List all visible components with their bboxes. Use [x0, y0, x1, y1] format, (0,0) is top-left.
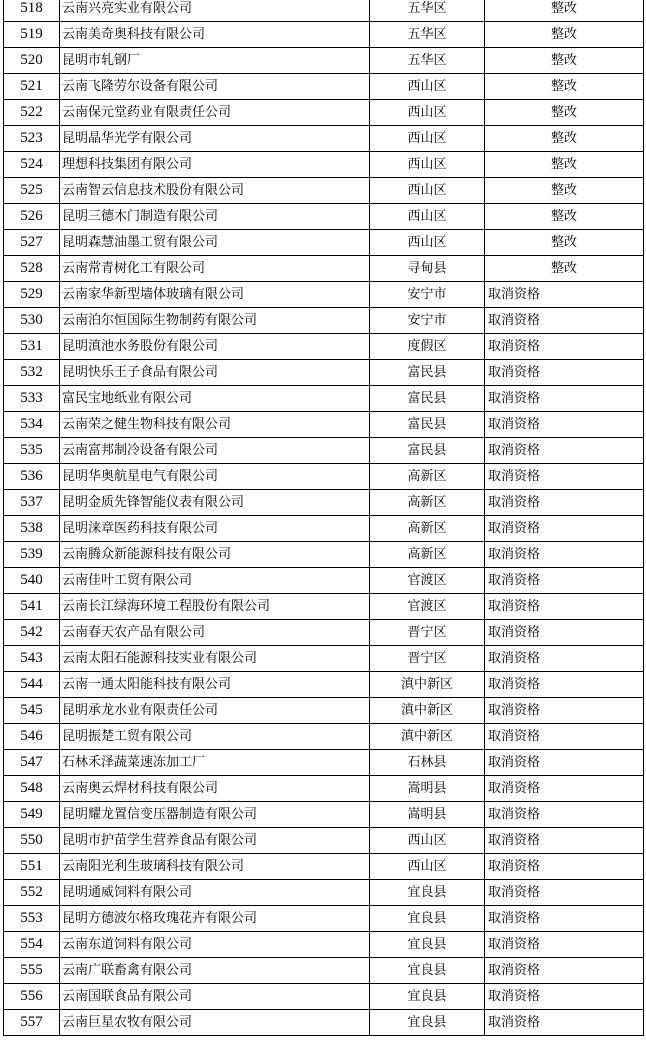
row-number-cell: 557 — [4, 1010, 60, 1036]
row-number-cell: 555 — [4, 958, 60, 984]
table-row — [4, 360, 644, 386]
row-number-cell: 551 — [4, 854, 60, 880]
row-number-cell: 523 — [4, 126, 60, 152]
table-row — [4, 828, 644, 854]
row-number-cell: 536 — [4, 464, 60, 490]
district-cell: 晋宁区 — [370, 646, 485, 672]
district-cell: 西山区 — [370, 100, 485, 126]
company-name-cell: 昆明承龙水业有限责任公司 — [60, 698, 370, 724]
row-number-cell: 541 — [4, 594, 60, 620]
company-name-cell: 昆明耀龙置信变压器制造有限公司 — [60, 802, 370, 828]
result-cell: 取消资格 — [485, 672, 644, 698]
district-cell: 西山区 — [370, 854, 485, 880]
table-row — [4, 74, 644, 100]
company-name-cell: 云南兴亮实业有限公司 — [60, 0, 370, 22]
result-cell: 整改 — [485, 100, 644, 126]
district-cell: 官渡区 — [370, 568, 485, 594]
district-cell: 官渡区 — [370, 594, 485, 620]
result-cell: 取消资格 — [485, 282, 644, 308]
district-cell: 西山区 — [370, 828, 485, 854]
table-row — [4, 906, 644, 932]
district-cell: 滇中新区 — [370, 672, 485, 698]
result-cell: 取消资格 — [485, 750, 644, 776]
company-name-cell: 云南飞隆劳尔设备有限公司 — [60, 74, 370, 100]
company-name-cell: 昆明金质先锋智能仪表有限公司 — [60, 490, 370, 516]
result-cell: 取消资格 — [485, 958, 644, 984]
district-cell: 五华区 — [370, 0, 485, 22]
district-cell: 宜良县 — [370, 984, 485, 1010]
result-cell: 取消资格 — [485, 516, 644, 542]
table-row — [4, 256, 644, 282]
row-number-cell: 534 — [4, 412, 60, 438]
company-name-cell: 云南常青树化工有限公司 — [60, 256, 370, 282]
district-cell: 高新区 — [370, 490, 485, 516]
enterprise-list-table — [3, 0, 644, 1036]
result-cell: 取消资格 — [485, 880, 644, 906]
table-row — [4, 178, 644, 204]
company-name-cell: 云南太阳石能源科技实业有限公司 — [60, 646, 370, 672]
company-name-cell: 云南腾众新能源科技有限公司 — [60, 542, 370, 568]
row-number-cell: 556 — [4, 984, 60, 1010]
table-row — [4, 0, 644, 22]
row-number-cell: 554 — [4, 932, 60, 958]
result-cell: 取消资格 — [485, 360, 644, 386]
result-cell: 取消资格 — [485, 464, 644, 490]
result-cell: 取消资格 — [485, 1010, 644, 1036]
table-row — [4, 802, 644, 828]
result-cell: 整改 — [485, 48, 644, 74]
district-cell: 高新区 — [370, 542, 485, 568]
district-cell: 五华区 — [370, 22, 485, 48]
table-row — [4, 22, 644, 48]
row-number-cell: 539 — [4, 542, 60, 568]
district-cell: 富民县 — [370, 386, 485, 412]
table-row — [4, 230, 644, 256]
result-cell: 整改 — [485, 74, 644, 100]
district-cell: 西山区 — [370, 204, 485, 230]
district-cell: 宜良县 — [370, 906, 485, 932]
district-cell: 宜良县 — [370, 880, 485, 906]
table-row — [4, 698, 644, 724]
result-cell: 整改 — [485, 204, 644, 230]
table-row — [4, 750, 644, 776]
row-number-cell: 525 — [4, 178, 60, 204]
row-number-cell: 530 — [4, 308, 60, 334]
row-number-cell: 544 — [4, 672, 60, 698]
company-name-cell: 云南东道饲料有限公司 — [60, 932, 370, 958]
company-name-cell: 云南长江绿海环境工程股份有限公司 — [60, 594, 370, 620]
table-row — [4, 152, 644, 178]
result-cell: 取消资格 — [485, 568, 644, 594]
row-number-cell: 522 — [4, 100, 60, 126]
company-name-cell: 云南奥云焊材科技有限公司 — [60, 776, 370, 802]
district-cell: 宜良县 — [370, 958, 485, 984]
row-number-cell: 550 — [4, 828, 60, 854]
district-cell: 晋宁区 — [370, 620, 485, 646]
company-name-cell: 昆明森慧油墨工贸有限公司 — [60, 230, 370, 256]
company-name-cell: 云南泊尔恒国际生物制药有限公司 — [60, 308, 370, 334]
table-row — [4, 48, 644, 74]
table-row — [4, 568, 644, 594]
company-name-cell: 富民宝地纸业有限公司 — [60, 386, 370, 412]
result-cell: 取消资格 — [485, 828, 644, 854]
table-row — [4, 386, 644, 412]
district-cell: 宜良县 — [370, 1010, 485, 1036]
result-cell: 取消资格 — [485, 802, 644, 828]
company-name-cell: 昆明华奥航星电气有限公司 — [60, 464, 370, 490]
table-row — [4, 438, 644, 464]
table-row — [4, 412, 644, 438]
company-name-cell: 昆明晶华光学有限公司 — [60, 126, 370, 152]
row-number-cell: 540 — [4, 568, 60, 594]
company-name-cell: 云南美奇奥科技有限公司 — [60, 22, 370, 48]
result-cell: 取消资格 — [485, 984, 644, 1010]
company-name-cell: 云南广联畜禽有限公司 — [60, 958, 370, 984]
table-row — [4, 542, 644, 568]
table-body — [4, 0, 644, 1036]
table-row — [4, 334, 644, 360]
company-name-cell: 昆明方德波尔格玫瑰花卉有限公司 — [60, 906, 370, 932]
row-number-cell: 542 — [4, 620, 60, 646]
result-cell: 整改 — [485, 0, 644, 22]
table-row — [4, 594, 644, 620]
district-cell: 西山区 — [370, 152, 485, 178]
result-cell: 取消资格 — [485, 906, 644, 932]
district-cell: 安宁市 — [370, 282, 485, 308]
district-cell: 西山区 — [370, 74, 485, 100]
table-row — [4, 984, 644, 1010]
company-name-cell: 理想科技集团有限公司 — [60, 152, 370, 178]
result-cell: 整改 — [485, 256, 644, 282]
company-name-cell: 云南智云信息技术股份有限公司 — [60, 178, 370, 204]
result-cell: 整改 — [485, 178, 644, 204]
table-row — [4, 854, 644, 880]
row-number-cell: 519 — [4, 22, 60, 48]
district-cell: 滇中新区 — [370, 724, 485, 750]
district-cell: 西山区 — [370, 178, 485, 204]
row-number-cell: 524 — [4, 152, 60, 178]
result-cell: 取消资格 — [485, 386, 644, 412]
company-name-cell: 昆明快乐王子食品有限公司 — [60, 360, 370, 386]
company-name-cell: 昆明涞章医药科技有限公司 — [60, 516, 370, 542]
district-cell: 嵩明县 — [370, 776, 485, 802]
table-row — [4, 958, 644, 984]
district-cell: 安宁市 — [370, 308, 485, 334]
company-name-cell: 云南家华新型墙体玻璃有限公司 — [60, 282, 370, 308]
row-number-cell: 553 — [4, 906, 60, 932]
district-cell: 富民县 — [370, 438, 485, 464]
district-cell: 石林县 — [370, 750, 485, 776]
district-cell: 度假区 — [370, 334, 485, 360]
result-cell: 取消资格 — [485, 854, 644, 880]
table-row — [4, 724, 644, 750]
table-row — [4, 204, 644, 230]
table-row — [4, 620, 644, 646]
table-row — [4, 490, 644, 516]
row-number-cell: 548 — [4, 776, 60, 802]
row-number-cell: 545 — [4, 698, 60, 724]
result-cell: 取消资格 — [485, 542, 644, 568]
table-row — [4, 516, 644, 542]
row-number-cell: 518 — [4, 0, 60, 22]
table-row — [4, 282, 644, 308]
result-cell: 整改 — [485, 152, 644, 178]
company-name-cell: 云南国联食品有限公司 — [60, 984, 370, 1010]
district-cell: 高新区 — [370, 516, 485, 542]
company-name-cell: 云南巨星农牧有限公司 — [60, 1010, 370, 1036]
company-name-cell: 石林禾泽蔬菜速冻加工厂 — [60, 750, 370, 776]
table-row — [4, 308, 644, 334]
company-name-cell: 昆明市轧钢厂 — [60, 48, 370, 74]
result-cell: 取消资格 — [485, 438, 644, 464]
table-row — [4, 126, 644, 152]
company-name-cell: 昆明三德木门制造有限公司 — [60, 204, 370, 230]
company-name-cell: 昆明振楚工贸有限公司 — [60, 724, 370, 750]
district-cell: 富民县 — [370, 360, 485, 386]
row-number-cell: 528 — [4, 256, 60, 282]
result-cell: 取消资格 — [485, 724, 644, 750]
company-name-cell: 昆明滇池水务股份有限公司 — [60, 334, 370, 360]
company-name-cell: 昆明市护苗学生营养食品有限公司 — [60, 828, 370, 854]
row-number-cell: 531 — [4, 334, 60, 360]
district-cell: 西山区 — [370, 230, 485, 256]
district-cell: 西山区 — [370, 126, 485, 152]
row-number-cell: 547 — [4, 750, 60, 776]
result-cell: 取消资格 — [485, 646, 644, 672]
table-row — [4, 100, 644, 126]
result-cell: 取消资格 — [485, 776, 644, 802]
district-cell: 高新区 — [370, 464, 485, 490]
result-cell: 取消资格 — [485, 308, 644, 334]
row-number-cell: 526 — [4, 204, 60, 230]
result-cell: 取消资格 — [485, 698, 644, 724]
row-number-cell: 546 — [4, 724, 60, 750]
row-number-cell: 535 — [4, 438, 60, 464]
district-cell: 五华区 — [370, 48, 485, 74]
row-number-cell: 527 — [4, 230, 60, 256]
result-cell: 整改 — [485, 126, 644, 152]
result-cell: 取消资格 — [485, 412, 644, 438]
table-row — [4, 880, 644, 906]
table-row — [4, 776, 644, 802]
company-name-cell: 昆明通威饲料有限公司 — [60, 880, 370, 906]
district-cell: 嵩明县 — [370, 802, 485, 828]
company-name-cell: 云南保元堂药业有限责任公司 — [60, 100, 370, 126]
district-cell: 宜良县 — [370, 932, 485, 958]
district-cell: 寻甸县 — [370, 256, 485, 282]
result-cell: 取消资格 — [485, 594, 644, 620]
result-cell: 取消资格 — [485, 620, 644, 646]
company-name-cell: 云南阳光利生玻璃科技有限公司 — [60, 854, 370, 880]
row-number-cell: 552 — [4, 880, 60, 906]
row-number-cell: 538 — [4, 516, 60, 542]
table-row — [4, 646, 644, 672]
table-row — [4, 932, 644, 958]
district-cell: 滇中新区 — [370, 698, 485, 724]
result-cell: 取消资格 — [485, 334, 644, 360]
result-cell: 取消资格 — [485, 490, 644, 516]
result-cell: 整改 — [485, 230, 644, 256]
row-number-cell: 529 — [4, 282, 60, 308]
row-number-cell: 549 — [4, 802, 60, 828]
row-number-cell: 533 — [4, 386, 60, 412]
result-cell: 取消资格 — [485, 932, 644, 958]
row-number-cell: 543 — [4, 646, 60, 672]
row-number-cell: 532 — [4, 360, 60, 386]
company-name-cell: 云南佳叶工贸有限公司 — [60, 568, 370, 594]
district-cell: 富民县 — [370, 412, 485, 438]
company-name-cell: 云南春天农产品有限公司 — [60, 620, 370, 646]
row-number-cell: 520 — [4, 48, 60, 74]
company-name-cell: 云南一通太阳能科技有限公司 — [60, 672, 370, 698]
table-row — [4, 672, 644, 698]
table-row — [4, 464, 644, 490]
result-cell: 整改 — [485, 22, 644, 48]
row-number-cell: 521 — [4, 74, 60, 100]
company-name-cell: 云南富邦制冷设备有限公司 — [60, 438, 370, 464]
company-name-cell: 云南荣之健生物科技有限公司 — [60, 412, 370, 438]
table-row — [4, 1010, 644, 1036]
row-number-cell: 537 — [4, 490, 60, 516]
